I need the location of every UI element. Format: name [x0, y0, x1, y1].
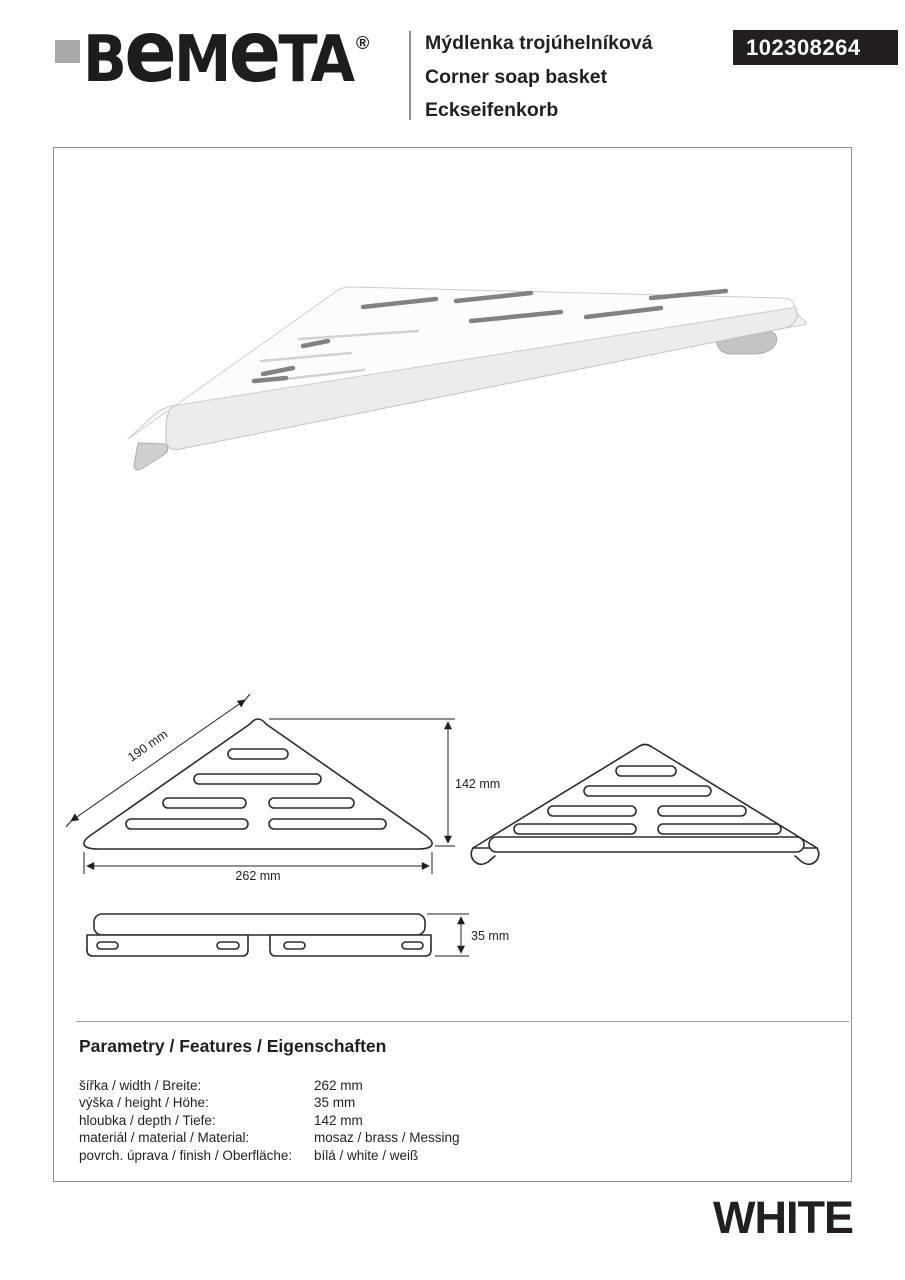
dimension-label: 190 mm	[125, 727, 171, 765]
front-view	[471, 745, 819, 865]
product-title-de: Eckseifenkorb	[425, 99, 559, 121]
product-title-cs: Mýdlenka trojúhelníková	[425, 32, 653, 54]
parameter-label: hloubka / depth / Tiefe:	[79, 1112, 216, 1128]
product-titles	[425, 27, 653, 128]
parameter-row	[79, 1148, 460, 1165]
parameter-value: 142 mm	[314, 1112, 363, 1128]
perspective-view	[128, 287, 806, 470]
side-view	[87, 914, 431, 956]
technical-drawing-box	[53, 147, 852, 1182]
dimension-35	[427, 914, 509, 956]
parameter-label: povrch. úprava / finish / Oberfläche:	[79, 1147, 293, 1163]
registered-trademark-icon: ®	[356, 33, 370, 53]
parameter-label: šířka / width / Breite:	[79, 1078, 202, 1093]
parameter-value: 35 mm	[314, 1095, 356, 1111]
product-code-badge: 102308264	[733, 30, 898, 65]
parameter-row	[79, 1113, 460, 1130]
dimension-label: 35 mm	[471, 929, 510, 943]
dimension-262	[84, 852, 432, 883]
parameter-value: 262 mm	[314, 1078, 363, 1093]
brand-letter: T	[278, 23, 311, 97]
parameter-label: materiál / material / Material:	[79, 1130, 250, 1146]
parameter-value: mosaz / brass / Messing	[314, 1130, 460, 1146]
dimension-label: 262 mm	[235, 869, 281, 883]
parameters-heading: Parametry / Features / Eigenschaften	[79, 1036, 387, 1056]
parameter-label: výška / height / Höhe:	[79, 1095, 209, 1111]
brand-letter: B	[83, 23, 125, 97]
brand-letter: e	[124, 2, 174, 102]
technical-drawings-svg	[54, 148, 851, 1019]
parameter-value: bílá / white / weiß	[314, 1147, 419, 1163]
parameters-table	[79, 1078, 460, 1165]
parameter-row	[79, 1130, 460, 1147]
parameter-row	[79, 1095, 460, 1112]
parameters-divider	[76, 1021, 849, 1022]
product-title-en: Corner soap basket	[425, 65, 608, 88]
top-view	[84, 719, 432, 849]
brand-logo	[83, 2, 352, 102]
dimension-label: 142 mm	[455, 777, 501, 791]
brand-letter: e	[228, 2, 279, 102]
parameter-row	[79, 1078, 460, 1095]
header-divider	[409, 31, 411, 120]
brand-letter: M	[173, 23, 229, 97]
finish-label: WHITE	[713, 1192, 853, 1243]
logo-square-icon	[55, 40, 80, 63]
brand-letter: A	[310, 23, 353, 97]
